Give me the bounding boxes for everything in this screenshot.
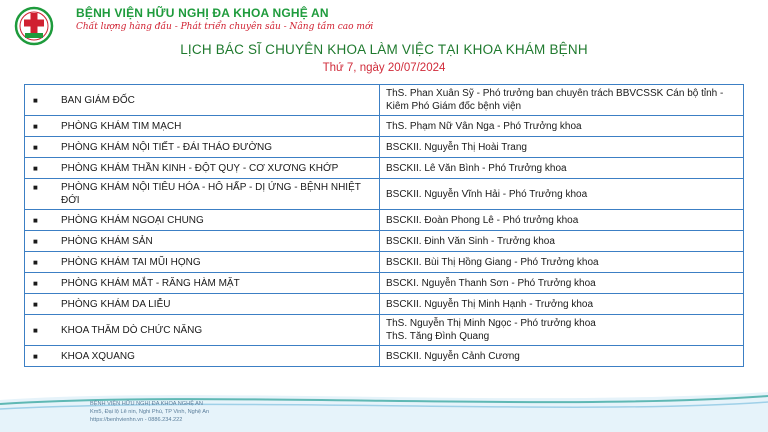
doctor-cell: BSCKII. Đoàn Phong Lê - Phó trưởng khoa xyxy=(380,210,744,231)
bullet-icon: ■ xyxy=(33,351,38,361)
doctor-cell: BSCKII. Nguyễn Thị Minh Hạnh - Trưởng khoa xyxy=(380,294,744,315)
table-row xyxy=(25,315,744,346)
doctor-cell: BSCKII. Lê Văn Bình - Phó Trưởng khoa xyxy=(380,158,744,179)
hospital-slogan: Chất lượng hàng đầu - Phát triển chuyên sâu - Nâng tầm cao mới xyxy=(76,22,374,32)
footer-info xyxy=(90,400,209,424)
table-row xyxy=(25,179,744,210)
table-row xyxy=(25,231,744,252)
department-cell xyxy=(25,85,380,116)
schedule-table xyxy=(24,84,744,367)
footer-contact: https://benhvienhn.vn - 0886.234.222 xyxy=(90,417,183,423)
bullet-icon: ■ xyxy=(33,215,38,225)
bullet-icon: ■ xyxy=(33,299,38,309)
schedule-date: Thứ 7, ngày 20/07/2024 xyxy=(322,62,446,74)
table-row xyxy=(25,273,744,294)
doctor-cell: BSCKII. Nguyễn Thị Hoài Trang xyxy=(380,137,744,158)
department-cell xyxy=(25,179,380,210)
department-name: PHÒNG KHÁM SẢN xyxy=(61,235,153,247)
header xyxy=(0,0,768,42)
doctor-cell: BSCKI. Nguyễn Thanh Sơn - Phó Trưởng khoa xyxy=(380,273,744,294)
bullet-icon: ■ xyxy=(33,163,38,173)
table-row xyxy=(25,85,744,116)
department-cell xyxy=(25,294,380,315)
department-name: PHÒNG KHÁM TAI MŨI HỌNG xyxy=(61,256,201,268)
doctor-cell: BSCKII. Đinh Văn Sinh - Trưởng khoa xyxy=(380,231,744,252)
hospital-name: BỆNH VIỆN HỮU NGHỊ ĐA KHOA NGHỆ AN xyxy=(76,6,329,20)
department-name: BAN GIÁM ĐỐC xyxy=(61,94,135,106)
bullet-icon: ■ xyxy=(33,236,38,246)
table-row xyxy=(25,346,744,367)
doctor-cell: BSCKII. Nguyễn Vĩnh Hải - Phó Trưởng khoa xyxy=(380,179,744,210)
bullet-icon: ■ xyxy=(33,183,38,192)
department-cell xyxy=(25,273,380,294)
doctor-cell: BSCKII. Nguyễn Cảnh Cương xyxy=(380,346,744,367)
footer-hospital-name: BỆNH VIỆN HỮU NGHỊ ĐA KHOA NGHỆ AN xyxy=(90,401,203,407)
doctor-cell: ThS. Phan Xuân Sỹ - Phó trưởng ban chuyên trách BBVCSSK Cán bộ tỉnh - Kiêm Phó Giám đốc bệnh viện xyxy=(380,85,744,116)
department-cell xyxy=(25,231,380,252)
bullet-icon: ■ xyxy=(33,325,38,335)
department-cell xyxy=(25,158,380,179)
bullet-icon: ■ xyxy=(33,257,38,267)
doctor-cell: ThS. Nguyễn Thị Minh Ngọc - Phó trưởng khoa ThS. Tăng Đình Quang xyxy=(380,315,744,346)
department-name: PHÒNG KHÁM NỘI TIÊU HÓA - HÔ HẤP - DỊ ỨNG - BỆNH NHIỆT ĐỚI xyxy=(61,182,361,206)
table-row xyxy=(25,158,744,179)
bullet-icon: ■ xyxy=(33,95,38,105)
department-name: PHÒNG KHÁM NGOẠI CHUNG xyxy=(61,214,204,226)
table-row xyxy=(25,137,744,158)
department-cell xyxy=(25,315,380,346)
department-name: PHÒNG KHÁM DA LIỄU xyxy=(61,298,171,310)
bullet-icon: ■ xyxy=(33,121,38,131)
department-name: PHÒNG KHÁM MẮT - RĂNG HÀM MẶT xyxy=(61,277,240,289)
table-row xyxy=(25,294,744,315)
hospital-logo-icon xyxy=(14,6,54,46)
table-row xyxy=(25,116,744,137)
doctor-cell: ThS. Phạm Nữ Vân Nga - Phó Trưởng khoa xyxy=(380,116,744,137)
department-name: PHÒNG KHÁM THẦN KINH - ĐỘT QUỴ - CƠ XƯƠNG KHỚP xyxy=(61,162,339,174)
department-cell xyxy=(25,116,380,137)
footer-address: Km5, Đại lộ Lê nin, Nghi Phú, TP Vinh, Nghệ An xyxy=(90,409,210,415)
department-name: KHOA THĂM DÒ CHỨC NĂNG xyxy=(61,324,203,336)
table-row xyxy=(25,210,744,231)
page-title: LỊCH BÁC SĨ CHUYÊN KHOA LÀM VIỆC TẠI KHOA KHÁM BỆNH xyxy=(180,42,588,57)
department-cell xyxy=(25,252,380,273)
department-name: KHOA XQUANG xyxy=(61,350,135,362)
department-name: PHÒNG KHÁM TIM MẠCH xyxy=(61,120,182,132)
table-row xyxy=(25,252,744,273)
bullet-icon: ■ xyxy=(33,278,38,288)
department-cell xyxy=(25,137,380,158)
department-name: PHÒNG KHÁM NỘI TIẾT - ĐÁI THÁO ĐƯỜNG xyxy=(61,141,273,153)
department-cell xyxy=(25,210,380,231)
doctor-cell: BSCKII. Bùi Thị Hồng Giang - Phó Trưởng khoa xyxy=(380,252,744,273)
bullet-icon: ■ xyxy=(33,142,38,152)
department-cell xyxy=(25,346,380,367)
